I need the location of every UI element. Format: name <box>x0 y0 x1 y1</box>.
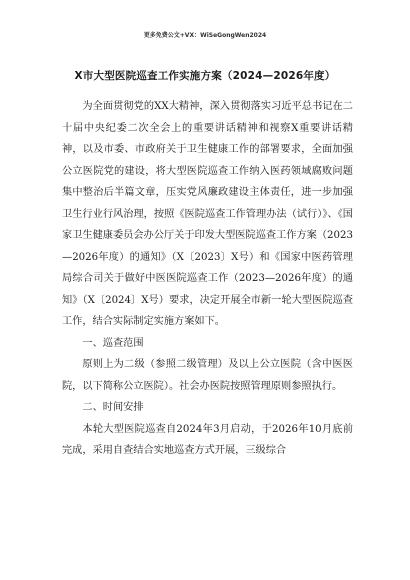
section-heading-scope: 一、巡查范围 <box>82 337 144 349</box>
document-title: X市大型医院巡查工作实施方案（2024—2026年度） <box>74 70 336 82</box>
intro-paragraph: 为全面贯彻党的XX大精神，深入贯彻落实习近平总书记在二十届中央纪委二次全会上的重要讲话精神和视察X重要讲话精神，以及市委、市政府关于卫生健康工作的部署要求，全面加强公立医院党的建设，将大型医院巡查工作纳入医药领域腐败问题集中整治后半篇文章，压实党风廉政建设主体责任，进一步加强卫生行业行风治理，按照《医院巡查工作管理办法（试行）》、《国家卫生健康委员会办公厅关于印发大型医院巡查工作方案（2023—2026年度）的通知》（X〔2023〕X号）和《国家中医药管理局综合司关于做好中医医院巡查工作（2023—2026年度）的通知》（X〔2024〕X号）要求，决定开展全市新一轮大型医院巡查工作，结合实际制定实施方案如下。 <box>62 101 353 327</box>
schedule-paragraph: 本轮大型医院巡查自2024年3月启动，于2026年10月底前完成，采用自查结合实地巡查方式开展，三级综合 <box>62 423 353 456</box>
scope-paragraph: 原则上为二级（参照二级管理）及以上公立医院（含中医医院，以下简称公立医院）。社会办医院按照管理原则参照执行。 <box>62 359 353 392</box>
section-heading-schedule: 二、时间安排 <box>82 402 144 413</box>
document-body <box>62 96 353 462</box>
header-note: 更多免费公文+VX：WiSeGongWen2024 <box>143 32 267 39</box>
